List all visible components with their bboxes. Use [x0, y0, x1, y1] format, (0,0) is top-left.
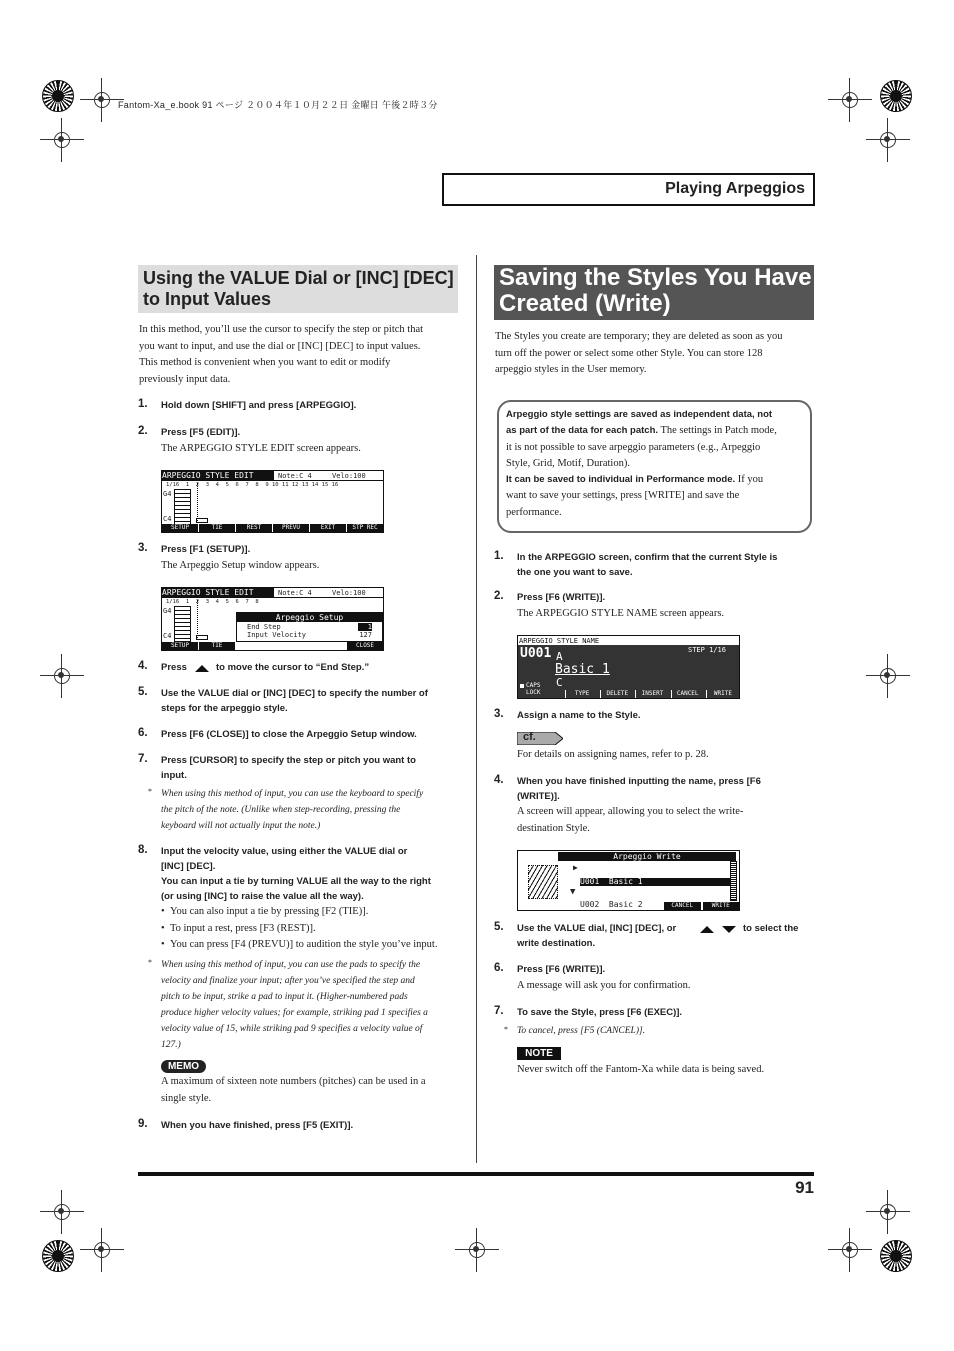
arpeggio-setup-screen: [161, 587, 384, 651]
lcd-pitch-label: G4: [163, 607, 172, 615]
step-line: (WRITE)].: [517, 791, 560, 802]
lcd-function-bar: [162, 642, 383, 650]
step-number: 2.: [494, 590, 504, 602]
step-number: 8.: [138, 844, 148, 856]
crop-mark-icon: [828, 78, 872, 122]
step-text: [161, 753, 416, 783]
step-text: to move the cursor to “End Step.”: [216, 662, 370, 673]
step-line: input.: [161, 770, 187, 781]
bullet-item: • To input a rest, press [F3 (REST)].: [161, 922, 316, 934]
step-text: Press [F5 (EDIT)].: [161, 427, 241, 438]
lcd-velocity: Velo:100: [332, 589, 366, 597]
note-line: keyboard will not actually input the note.): [161, 821, 321, 831]
lcd-note: Note:C 4: [278, 472, 312, 480]
step-number: 5.: [494, 921, 504, 933]
heading-line: Using the VALUE Dial or [INC] [DEC]: [143, 268, 454, 288]
step-text: Use the VALUE dial, [INC] [DEC], or: [517, 923, 677, 934]
crop-mark-icon: [80, 1228, 124, 1272]
note-line: When using this method of input, you can use the pads to specify the: [161, 960, 421, 970]
step-line: [INC] [DEC].: [161, 861, 216, 872]
memo-badge: MEMO: [161, 1060, 206, 1073]
note-line: velocity and finalize your input; after you’ve specified the step and: [161, 976, 415, 986]
cursor-up-icon: [700, 926, 714, 933]
lcd-title: ARPEGGIO STYLE EDIT: [162, 588, 274, 597]
bullet-list: [161, 904, 437, 954]
note-badge: NOTE: [517, 1047, 561, 1060]
bullet-text: You can press [F4 (PREVU)] to audition the style you’ve input.: [169, 939, 438, 950]
note-line: When using this method of input, you can use the keyboard to specify: [161, 789, 424, 799]
cursor-up-icon: [195, 665, 209, 672]
selection-arrow-icon: ▶: [573, 863, 578, 872]
keyboard-illustration-icon: [528, 865, 558, 899]
memo-line: A maximum of sixteen note numbers (pitches) can be used in a: [161, 1076, 426, 1087]
step-number: 3.: [138, 542, 148, 554]
step-text: Hold down [SHIFT] and press [ARPEGGIO].: [161, 400, 357, 411]
lcd-func: TIE: [199, 524, 235, 532]
step-number: 7.: [494, 1005, 504, 1017]
right-section-heading: [494, 265, 814, 320]
note-line: pitch to be input, strike a pad to input it. (Higher-numbered pads: [161, 992, 408, 1002]
step-line: In the ARPEGGIO screen, confirm that the current Style is: [517, 552, 778, 563]
scrollbar: [730, 861, 737, 901]
keyboard-graphic: [174, 606, 191, 642]
step-text: [517, 550, 777, 580]
step-number: 7.: [138, 753, 148, 765]
setup-window: [236, 612, 383, 642]
subtext-line: A screen will appear, allowing you to select the write-: [517, 806, 744, 817]
registration-burst-icon: [880, 80, 912, 112]
note-asterisk: *: [148, 958, 152, 967]
box-text: want to save your settings, press [WRITE] and save the: [506, 490, 740, 502]
lcd-func: SETUP: [162, 524, 198, 532]
caps-lock-label: [526, 682, 540, 696]
lcd-function-bar: [664, 902, 739, 910]
crop-mark-icon: [40, 1190, 84, 1234]
lcd-step-row: 1/16 1 2 3 4 5 6 7 8: [166, 599, 259, 605]
bullet-text: To input a rest, press [F3 (REST)].: [169, 922, 316, 934]
box-bold: as part of the data for each patch.: [506, 425, 659, 437]
step-subtext: [517, 804, 743, 837]
step-subtext: The ARPEGGIO STYLE NAME screen appears.: [517, 608, 725, 619]
lcd-title: ARPEGGIO STYLE EDIT: [162, 471, 274, 480]
registration-burst-icon: [42, 1240, 74, 1272]
end-step-label: End Step: [247, 623, 281, 631]
crop-mark-icon: [455, 1228, 499, 1272]
step-number: 6.: [138, 727, 148, 739]
subtext-line: destination Style.: [517, 822, 590, 834]
note-line: velocity value of 15, while striking pad 9 specifies a velocity value of: [161, 1024, 423, 1034]
lcd-step-counter: STEP 1/16: [688, 646, 726, 654]
arpeggio-style-edit-screen: [161, 470, 384, 533]
intro-line: In this method, you’ll use the cursor to specify the step or pitch that: [139, 324, 424, 335]
note-text: Never switch off the Fantom-Xa while data is being saved.: [517, 1064, 765, 1075]
step-subtext: For details on assigning names, refer to p. 28.: [517, 749, 709, 760]
lcd-velocity: Velo:100: [332, 472, 366, 480]
lcd-function-bar: [565, 690, 739, 698]
step-text: Press: [161, 662, 187, 673]
bullet-item: • You can press [F4 (PREVU)] to audition the style you’ve input.: [161, 939, 438, 950]
step-number: 1.: [138, 398, 148, 410]
intro-line: turn off the power or select some other Style. You can store 128: [495, 347, 763, 359]
step-text: to select the: [743, 923, 799, 934]
step-text: [161, 844, 431, 904]
style-list-row-selected: U001 Basic 1: [580, 878, 730, 886]
note-asterisk: *: [504, 1025, 508, 1034]
step-number: 1.: [494, 550, 504, 562]
arpeggio-write-screen: [517, 850, 740, 911]
registration-burst-icon: [42, 80, 74, 112]
step-number: 3.: [494, 708, 504, 720]
lcd-func: CANCEL: [671, 690, 704, 698]
crop-mark-icon: [866, 118, 910, 162]
heading-line: Created (Write): [499, 290, 671, 317]
lcd-pitch-label: C4: [163, 632, 172, 640]
crop-mark-icon: [40, 654, 84, 698]
step-text: Press [F6 (WRITE)].: [517, 964, 606, 975]
lcd-func: SETUP: [162, 642, 198, 650]
box-text: it is not possible to save arpeggio parameters (e.g., Arpeggio: [506, 441, 761, 453]
intro-line: The Styles you create are temporary; they are deleted as soon as you: [495, 331, 783, 342]
crop-mark-icon: [828, 1228, 872, 1272]
bullet-item: • You can also input a tie by pressing [F2 (TIE)].: [161, 906, 369, 917]
memo-line: single style.: [161, 1092, 212, 1104]
lcd-step-row: 1/16 1 2 3 4 5 6 7 8 9 10 11 12 13 14 15 16: [166, 482, 339, 488]
page-number: 91: [795, 1178, 814, 1197]
lcd-func: CLOSE: [347, 642, 383, 650]
lock-text: LOCK: [526, 689, 541, 696]
box-bold: Arpeggio style settings are saved as independent data, not: [506, 409, 773, 420]
arpeggio-style-name-screen: [517, 635, 740, 699]
style-number: U001: [520, 646, 552, 661]
caps-text: CAPS: [526, 682, 541, 689]
heading-line: to Input Values: [143, 289, 272, 309]
crop-mark-icon: [866, 654, 910, 698]
box-text: performance.: [506, 506, 562, 518]
lcd-func: INSERT: [635, 690, 668, 698]
note-line: the pitch of the note. (Unlike when step-recording, pressing the: [161, 805, 401, 815]
step-text: Press [F6 (CLOSE)] to close the Arpeggio Setup window.: [161, 729, 417, 740]
note-line: 127.): [161, 1040, 181, 1050]
lcd-func: EXIT: [310, 524, 346, 532]
step-text: write destination.: [517, 938, 596, 949]
step-text: When you have finished, press [F5 (EXIT)].: [161, 1120, 354, 1131]
step-number: 5.: [138, 686, 148, 698]
heading-line: Saving the Styles You Have: [499, 264, 812, 291]
scroll-down-icon: ▼: [570, 887, 576, 897]
lcd-func: DELETE: [600, 690, 633, 698]
info-box: [497, 400, 812, 533]
crop-mark-icon: [866, 1190, 910, 1234]
step-line: (or using [INC] to raise the value all the way).: [161, 891, 364, 902]
step-note: To cancel, press [F5 (CANCEL)].: [517, 1026, 646, 1036]
step-text: Press [F1 (SETUP)].: [161, 544, 251, 555]
note-line: produce higher velocity values; for example, striking pad 1 specifies a: [161, 1008, 428, 1018]
lcd-pitch-label: G4: [163, 490, 172, 498]
keyboard-graphic: [174, 489, 191, 525]
step-subtext: The ARPEGGIO STYLE EDIT screen appears.: [161, 443, 361, 454]
footer-rule: [138, 1172, 814, 1176]
lcd-func: WRITE: [706, 690, 739, 698]
step-text: [161, 686, 428, 716]
step-text: Press [F6 (WRITE)].: [517, 592, 606, 603]
step-number: 4.: [138, 660, 148, 672]
lcd-title: ARPEGGIO STYLE NAME: [519, 637, 600, 645]
step-text: [517, 774, 761, 804]
step-line: When you have finished inputting the name, press [F6: [517, 776, 761, 787]
bullet-text: You can also input a tie by pressing [F2 (TIE)].: [169, 906, 369, 917]
section-title-box: [442, 173, 815, 206]
intro-line: you want to input, and use the dial or [INC] [DEC] to input values.: [139, 340, 421, 352]
left-intro: [139, 322, 459, 388]
end-step-value: 1: [358, 623, 372, 631]
intro-line: arpeggio styles in the User memory.: [495, 364, 647, 375]
step-number: 9.: [138, 1118, 148, 1130]
note-asterisk: *: [148, 787, 152, 796]
lcd-func: TIE: [199, 642, 235, 650]
step-line: Press [CURSOR] to specify the step or pitch you want to: [161, 755, 416, 766]
registration-burst-icon: [880, 1240, 912, 1272]
left-section-heading: [138, 265, 458, 313]
step-line: the one you want to save.: [517, 567, 633, 578]
style-name: Basic 1: [555, 662, 610, 677]
lcd-note: Note:C 4: [278, 589, 312, 597]
style-list-row: U002 Basic 2: [580, 899, 643, 909]
box-text: If you: [735, 474, 764, 486]
lcd-pitch-label: C4: [163, 515, 172, 523]
section-title: Playing Arpeggios: [665, 180, 805, 197]
input-velocity-value: 127: [359, 631, 372, 639]
lcd-func: STP REC: [347, 524, 383, 532]
crop-mark-icon: [40, 118, 84, 162]
char-below: C: [556, 676, 563, 689]
box-bold: It can be saved to individual in Performance mode.: [506, 474, 736, 486]
step-text: Assign a name to the Style.: [517, 710, 641, 721]
cf-label: cf.: [523, 731, 536, 743]
step-text: To save the Style, press [F6 (EXEC)].: [517, 1007, 683, 1018]
step-line: steps for the arpeggio style.: [161, 703, 288, 714]
step-number: 6.: [494, 962, 504, 974]
lcd-title: Arpeggio Write: [558, 852, 736, 861]
lcd-func: TYPE: [565, 690, 598, 698]
lcd-func: CANCEL: [664, 902, 701, 910]
step-number: 2.: [138, 425, 148, 437]
step-line: You can input a tie by turning VALUE all the way to the right: [161, 876, 431, 887]
window-title: Arpeggio Setup: [237, 613, 382, 622]
file-info-line: Fantom-Xa_e.book 91 ページ ２００４年１０月２２日 金曜日 午後２時３分: [118, 100, 438, 110]
input-velocity-label: Input Velocity: [247, 631, 307, 639]
lcd-func: PREVU: [273, 524, 309, 532]
step-subtext: A message will ask you for confirmation.: [517, 980, 691, 991]
cursor-down-icon: [722, 926, 736, 933]
column-divider: [476, 255, 477, 1163]
step-line: Input the velocity value, using either the VALUE dial or: [161, 846, 408, 857]
memo-text: [161, 1074, 425, 1107]
step-line: Use the VALUE dial or [INC] [DEC] to specify the number of: [161, 688, 428, 699]
step-note: [161, 786, 423, 834]
box-text: Style, Grid, Motif, Duration).: [506, 457, 630, 469]
intro-line: previously input data.: [139, 373, 231, 385]
box-text: The settings in Patch mode,: [658, 425, 777, 437]
intro-line: This method is convenient when you want to edit or modify: [139, 357, 391, 368]
right-intro: [495, 329, 815, 379]
char-above: A: [556, 650, 563, 663]
step-number: 4.: [494, 774, 504, 786]
step-subtext: The Arpeggio Setup window appears.: [161, 560, 320, 571]
step-note: [161, 957, 428, 1053]
lcd-function-bar: [162, 524, 383, 532]
lcd-func: WRITE: [703, 902, 740, 910]
lcd-func: REST: [236, 524, 272, 532]
